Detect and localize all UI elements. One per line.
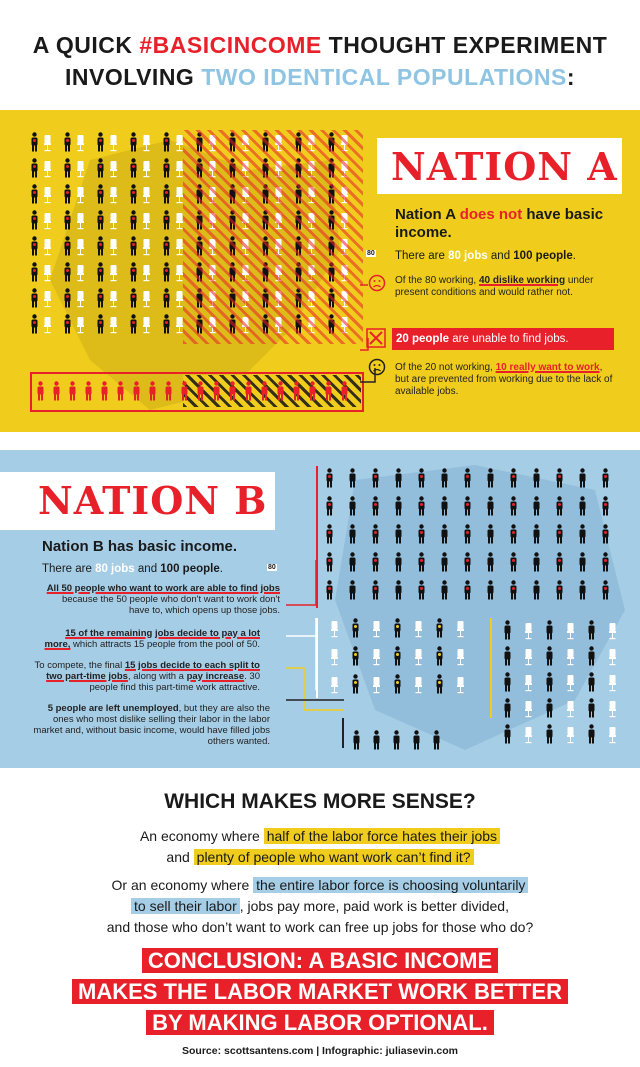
text: have basic income. [395,206,604,241]
nation-a-want [395,362,615,398]
hashtag: #BASICINCOME [139,32,322,58]
person-icon [348,552,357,572]
person-icon [503,724,512,744]
chair-icon [524,698,533,718]
chair-icon [43,184,52,204]
highlight: half of the labor force hates their jobs [264,828,500,844]
chair-icon [76,288,85,308]
person-icon [371,496,380,516]
person-icon [532,496,541,516]
text: under present conditions and would rather not. [395,275,594,298]
person-icon [162,132,171,152]
person-icon [371,580,380,600]
person-icon [63,184,72,204]
nation-a-title-box [377,138,622,194]
person-icon [348,468,357,488]
chair-icon [76,132,85,152]
chair-icon [76,262,85,282]
person-icon [587,620,596,640]
chair-icon [414,618,423,638]
person-icon [164,381,173,401]
person-icon [486,552,495,572]
header-text: A QUICK [32,32,140,58]
person-icon [601,496,610,516]
conclusion-text: BY MAKING LABOR OPTIONAL. [146,1010,494,1035]
text-emphasis: 20 people [396,333,450,345]
header-line-1 [0,30,640,60]
person-icon [486,468,495,488]
question-title: WHICH MAKES MORE SENSE? [164,790,476,813]
person-icon [503,672,512,692]
person-icon [371,468,380,488]
chair-icon [524,620,533,640]
conclusion-text: MAKES THE LABOR MARKET WORK BETTER [72,979,568,1004]
person-icon [545,646,554,666]
person-icon [348,496,357,516]
person-icon [351,646,360,666]
chair-icon [456,618,465,638]
person-icon [212,381,221,401]
person-icon [63,288,72,308]
chair-icon [76,236,85,256]
person-icon [601,524,610,544]
person-icon [394,468,403,488]
person-icon [96,262,105,282]
person-icon [325,468,334,488]
nation-a-intro [395,206,620,242]
text: and [166,849,194,865]
chair-icon [109,158,118,178]
conclusion-text: CONCLUSION: A BASIC INCOME [142,948,498,973]
chair-icon [109,184,118,204]
nation-b-p4 [30,703,270,747]
conclusion-line-2 [0,977,640,1007]
person-icon [532,524,541,544]
chair-icon [608,672,617,692]
person-icon [532,580,541,600]
nation-a-section [0,110,640,432]
unemployed-row [36,379,360,403]
person-icon [394,524,403,544]
jobs-badge: 80 [268,564,276,571]
person-icon [325,524,334,544]
chair-icon [76,184,85,204]
unable-banner [392,328,614,350]
footer-source: Source: scottsantens.com | Infographic: juliasevin.com [182,1045,458,1057]
person-icon [587,724,596,744]
text: . 30 people find this part-time work attractive. [89,671,260,693]
person-icon [393,674,402,694]
person-icon [30,288,39,308]
person-icon [555,468,564,488]
person-icon [68,381,77,401]
person-icon [260,381,269,401]
chair-icon [524,646,533,666]
person-icon [432,730,441,750]
person-icon [578,524,587,544]
connector-lines [330,270,380,390]
person-icon [463,468,472,488]
person-icon [440,580,449,600]
text: There are [42,563,96,575]
text-emphasis: 100 people [513,250,573,262]
person-icon [129,288,138,308]
text-emphasis: does not [459,206,523,223]
person-icon [545,698,554,718]
person-icon [463,580,472,600]
person-icon [509,496,518,516]
person-icon [180,381,189,401]
text: , jobs pay more, paid work is better divided, [239,898,509,914]
chair-icon [76,210,85,230]
chair-icon [76,314,85,334]
chair-icon [142,132,151,152]
question-line-5 [0,918,640,937]
person-icon [509,468,518,488]
highlight: plenty of people who want work can’t find it? [194,849,474,865]
chair-icon [142,210,151,230]
text: and [134,563,161,575]
person-icon [601,468,610,488]
person-icon [555,580,564,600]
person-icon [96,184,105,204]
person-icon [162,288,171,308]
conclusion-line-3 [0,1008,640,1038]
nation-a-jobs [395,249,625,263]
chair-icon [608,620,617,640]
chair-icon [43,158,52,178]
person-icon [417,552,426,572]
text: , but are prevented from working due to the lack of available jobs. [395,362,613,397]
text-emphasis: 80 jobs [448,250,488,262]
person-icon [503,620,512,640]
chair-icon [372,674,381,694]
highlight: the entire labor force is choosing voluntarily [253,877,528,893]
person-icon [545,724,554,744]
text-emphasis: All 50 people who want to work are able to find jobs [46,583,280,594]
person-icon [578,552,587,572]
person-icon [63,158,72,178]
person-icon [394,580,403,600]
person-icon [162,236,171,256]
chair-icon [566,620,575,640]
person-icon [129,314,138,334]
person-icon [63,236,72,256]
chair-icon [608,698,617,718]
chair-icon [372,618,381,638]
chair-icon [43,288,52,308]
text-emphasis: 100 people [160,563,220,575]
person-icon [435,646,444,666]
person-icon [30,158,39,178]
person-icon [417,468,426,488]
chair-icon [608,724,617,744]
chair-icon [142,262,151,282]
header-text: INVOLVING [65,64,202,90]
person-icon [116,381,125,401]
header-text: : [566,64,575,90]
person-icon [486,524,495,544]
text: and [487,250,514,262]
person-icon [30,184,39,204]
chair-icon [566,698,575,718]
person-icon [63,262,72,282]
chair-icon [109,132,118,152]
person-icon [84,381,93,401]
person-icon [412,730,421,750]
person-icon [351,618,360,638]
text: An economy where [139,828,264,844]
person-icon [503,698,512,718]
chair-icon [43,262,52,282]
chair-icon [456,674,465,694]
nation-b-p3 [30,660,260,693]
text-emphasis: 15 of the remaining jobs decide to pay a lot more, [44,628,260,650]
person-icon [325,552,334,572]
person-icon [96,132,105,152]
person-icon [129,158,138,178]
person-icon [348,524,357,544]
person-icon [162,184,171,204]
nation-b-section [0,450,640,768]
person-icon [100,381,109,401]
person-icon [486,496,495,516]
person-icon [486,580,495,600]
person-icon [578,468,587,488]
person-icon [129,184,138,204]
chair-icon [566,672,575,692]
person-icon [162,210,171,230]
person-icon [196,381,205,401]
text: . [219,563,223,575]
person-icon [348,580,357,600]
question-line-1 [0,827,640,846]
person-icon [30,236,39,256]
chair-icon [142,236,151,256]
person-icon [417,524,426,544]
person-icon [148,381,157,401]
nation-b-p2 [40,628,260,650]
question-line-3 [0,876,640,895]
person-icon [30,132,39,152]
person-icon [372,730,381,750]
person-icon [371,524,380,544]
person-icon [96,314,105,334]
chair-icon [524,724,533,744]
person-icon [394,496,403,516]
person-icon [162,158,171,178]
highlight: to sell their labor [131,898,240,914]
chair-icon [142,288,151,308]
conclusion-line-1 [0,946,640,976]
person-icon [587,646,596,666]
chair-icon [43,132,52,152]
person-icon [30,262,39,282]
text: . [572,250,576,262]
text: are unable to find jobs. [449,333,569,345]
chair-icon [43,314,52,334]
person-icon [52,381,61,401]
person-icon [392,730,401,750]
person-icon [371,552,380,572]
person-icon [509,524,518,544]
chair-icon [566,724,575,744]
text-emphasis: 15 jobs decide to each split to two part-time jobs [46,660,260,682]
chair-icon [330,646,339,666]
person-icon [545,620,554,640]
text-emphasis: 40 dislike working [478,275,566,286]
header-highlight: TWO IDENTICAL POPULATIONS [201,64,567,90]
person-icon [308,381,317,401]
person-icon [393,618,402,638]
person-icon [63,210,72,230]
person-icon [435,618,444,638]
person-icon [276,381,285,401]
person-icon [440,552,449,572]
person-icon [162,314,171,334]
person-icon [463,524,472,544]
person-icon [509,580,518,600]
person-icon [440,496,449,516]
person-icon [417,580,426,600]
text: , but they are also the ones who most dislike selling their labor in the labor market and, without basic income, would have filled jobs others wanted. [33,703,270,747]
text: There are [395,250,449,262]
person-icon [435,674,444,694]
person-icon [228,381,237,401]
person-icon [96,236,105,256]
chair-icon [76,158,85,178]
header-line-2 [0,62,640,92]
nation-b-p1 [40,583,280,616]
person-icon [96,210,105,230]
person-icon [555,496,564,516]
chair-icon [142,184,151,204]
chair-icon [456,646,465,666]
person-icon [440,524,449,544]
person-icon [30,210,39,230]
nation-a-dislike [395,275,615,299]
person-icon [578,496,587,516]
person-icon [96,288,105,308]
text-emphasis: 10 really want to work [495,362,600,373]
chair-icon [43,236,52,256]
chair-icon [330,618,339,638]
person-icon [463,496,472,516]
white-bracket [316,618,318,698]
person-icon [545,672,554,692]
person-icon [393,646,402,666]
person-icon [578,580,587,600]
text: which attracts 15 people from the pool of 50. [70,639,260,650]
person-icon [30,314,39,334]
text: Of the 20 not working, [395,362,496,373]
nation-b-title: NATION B [38,478,268,523]
nation-a-title: NATION A [391,144,618,189]
chair-icon [109,314,118,334]
chair-icon [372,646,381,666]
jobs-badge: 80 [367,250,375,257]
text-emphasis: 5 people are left unemployed [47,703,179,714]
chair-icon [566,646,575,666]
person-icon [162,262,171,282]
text-emphasis: 80 jobs [95,563,135,575]
text: Or an economy where [111,877,254,893]
question-line-2 [0,848,640,867]
chair-icon [109,262,118,282]
text: and those who don’t want to work can free up jobs for those who do? [106,919,534,935]
nation-b-intro: Nation B has basic income. [42,538,238,555]
person-icon [129,262,138,282]
person-icon [325,496,334,516]
person-icon [532,468,541,488]
text: Nation A [395,206,460,223]
chair-icon [142,158,151,178]
nation-b-jobs [42,563,292,575]
question-line-4 [0,897,640,916]
chair-icon [109,210,118,230]
person-icon [532,552,541,572]
chair-icon [142,314,151,334]
person-icon [129,236,138,256]
person-icon [292,381,301,401]
person-icon [587,672,596,692]
person-icon [509,552,518,572]
person-icon [129,210,138,230]
text: , along with a [127,671,187,682]
person-icon [555,552,564,572]
chair-icon [608,646,617,666]
text: because the 50 people who don't want to work don't have to, which opens up those jobs. [61,594,280,616]
person-icon [601,552,610,572]
red-bracket [316,466,318,608]
chair-icon [414,674,423,694]
person-icon [440,468,449,488]
nation-b-title-box [0,472,275,530]
person-icon [129,132,138,152]
person-icon [132,381,141,401]
chair-icon [414,646,423,666]
chair-icon [109,288,118,308]
person-icon [394,552,403,572]
person-icon [325,580,334,600]
header-text: THOUGHT EXPERIMENT [321,32,608,58]
chair-icon [109,236,118,256]
text: Of the 80 working, [395,275,479,286]
person-icon [63,314,72,334]
person-icon [96,158,105,178]
person-icon [351,674,360,694]
person-icon [587,698,596,718]
person-icon [555,524,564,544]
chair-icon [330,674,339,694]
chair-icon [524,672,533,692]
text-emphasis: pay increase [186,671,245,682]
chair-icon [43,210,52,230]
person-icon [352,730,361,750]
nation-b-grid [325,468,630,758]
person-icon [417,496,426,516]
person-icon [463,552,472,572]
person-icon [503,646,512,666]
person-icon [601,580,610,600]
person-icon [63,132,72,152]
person-icon [36,381,45,401]
text: To compete, the final [34,660,125,671]
person-icon [244,381,253,401]
